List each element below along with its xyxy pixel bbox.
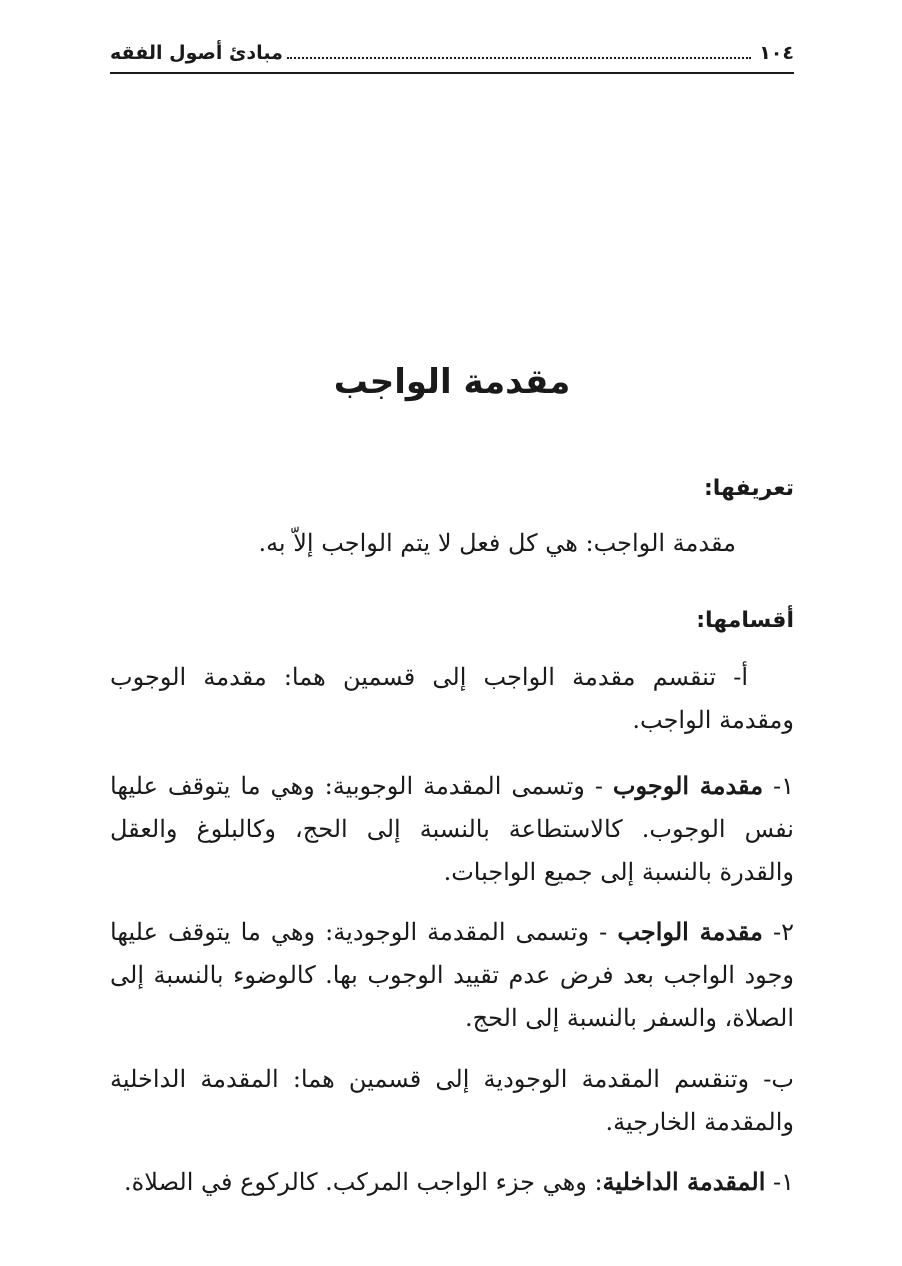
chapter-title: مقدمة الواجب xyxy=(333,362,571,402)
division-a-paragraph: أ- تنقسم مقدمة الواجب إلى قسمين هما: مقدمة الوجوب ومقدمة الواجب. xyxy=(110,663,794,734)
definition-heading: تعريفها: xyxy=(703,476,794,501)
item-text: - وتسمى المقدمة الوجوبية: وهي ما يتوقف عليها نفس الوجوب. كالاستطاعة بالنسبة إلى الحج، وكالبلوغ والعقل والقدرة بالنسبة إلى جميع الواجبات. xyxy=(110,772,794,886)
definition-text: مقدمة الواجب: هي كل فعل لا يتم الواجب إلاّ به. xyxy=(258,529,736,557)
page-number: ١٠٤ xyxy=(759,42,794,64)
division-b-paragraph: ب- وتنقسم المقدمة الوجودية إلى قسمين هما: المقدمة الداخلية والمقدمة الخارجية. xyxy=(110,1065,794,1136)
header-rule xyxy=(110,72,794,74)
item-number: ٢- xyxy=(772,918,794,946)
division-b1-paragraph xyxy=(110,1160,794,1204)
item-number: ١- xyxy=(773,772,794,800)
running-header xyxy=(110,36,794,70)
item-text: : وهي جزء الواجب المركب. كالركوع في الصلاة. xyxy=(124,1168,603,1196)
division-a1-paragraph xyxy=(110,764,794,894)
dot-leader xyxy=(287,56,751,59)
division-a2-paragraph xyxy=(110,910,794,1040)
item-text: - وتسمى المقدمة الوجودية: وهي ما يتوقف عليها وجود الواجب بعد فرض عدم تقييد الوجوب بها. كالوضوء بالنسبة إلى الصلاة، والسفر بالنسبة إلى الحج. xyxy=(110,918,795,1032)
item-term: مقدمة الوجوب xyxy=(612,771,764,800)
item-term: مقدمة الواجب xyxy=(617,917,763,946)
item-term: المقدمة الداخلية xyxy=(602,1167,766,1196)
book-title: مبادئ أصول الفقه xyxy=(110,42,283,64)
item-number: ١- xyxy=(773,1168,794,1196)
divisions-heading: أقسامها: xyxy=(696,608,794,633)
